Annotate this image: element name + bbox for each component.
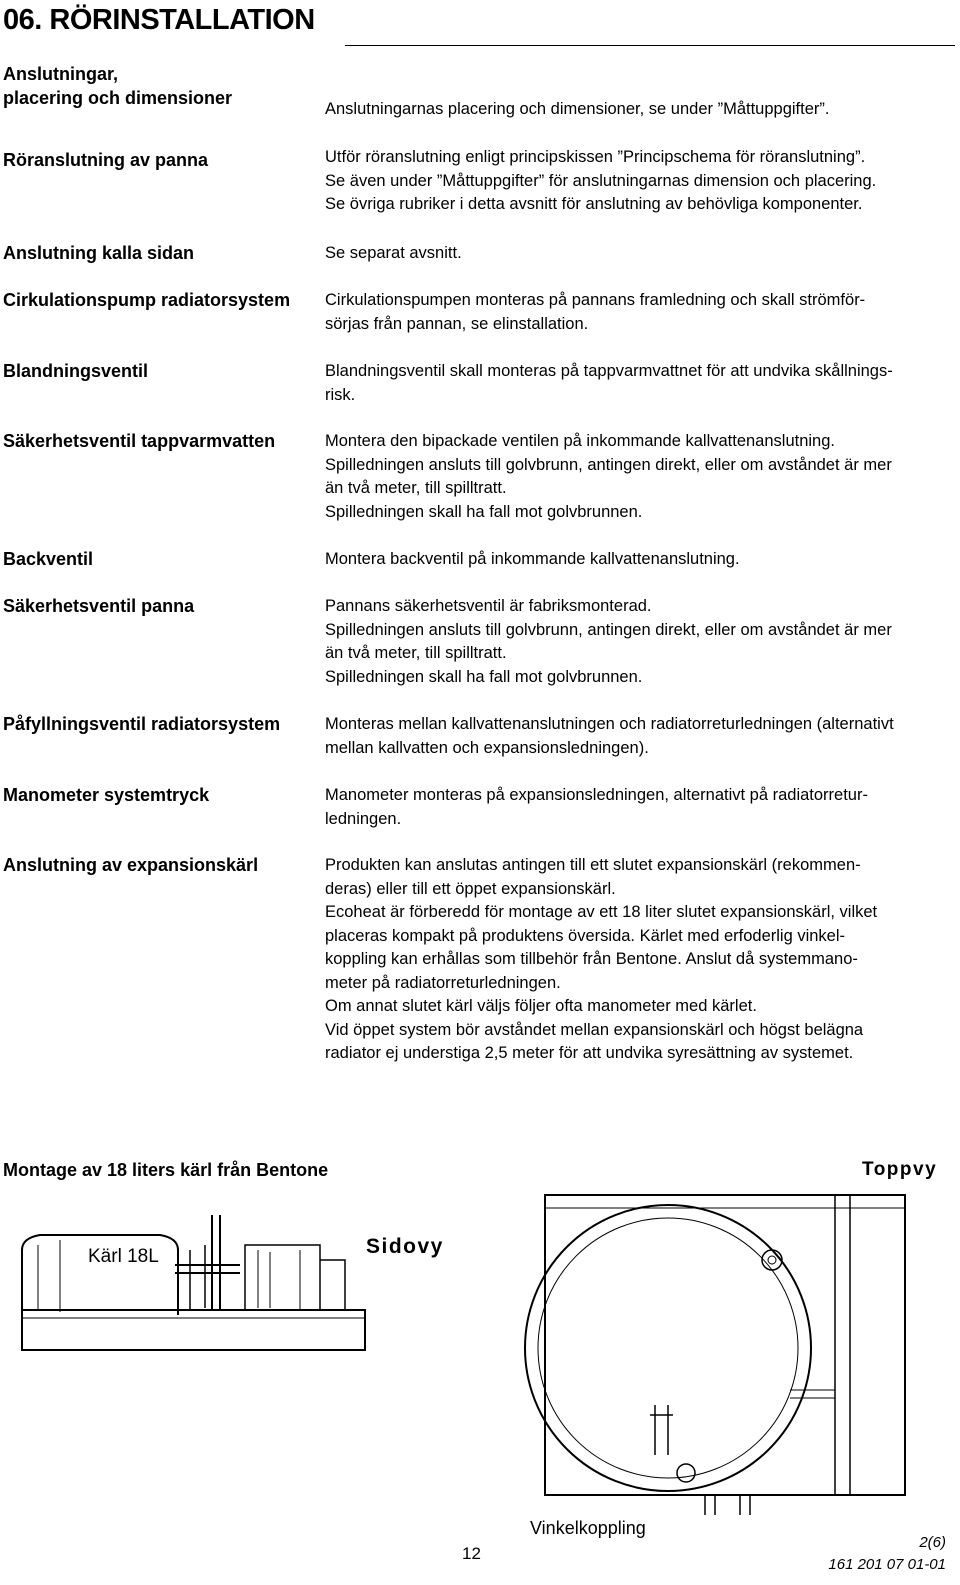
boiler-top-view-outline (545, 1195, 905, 1495)
side-view-label: Sidovy (366, 1235, 444, 1258)
section-body-kalla-sidan: Se separat avsnitt. (325, 244, 462, 262)
section-body-expansionskarl: Produkten kan anslutas antingen till ett slutet expansionskärl (rekommen- deras) eller till ett öppet expansionskärl. Ecoheat är förberedd för montage av ett 18 liter slutet expansionskärl, vilket placeras kompakt på produktens översida. Kärlet med erfoderlig vinkel- koppling kan erhållas som tillbehör från Bentone. Anslut då systemmano- meter på radiatorreturledningen. Om annat slutet kärl väljs följer ofta manometer med kärlet. Vid öppet system bör avståndet mellan expansionskärl och högst belägna radiator ej understiga 2,5 meter för att undvika syresättning av systemet. (325, 856, 878, 1062)
section-label-roranslutning: Röranslutning av panna (3, 150, 209, 170)
section-body-anslutningar: Anslutningarnas placering och dimensioner, se under ”Måttuppgifter”. (325, 100, 830, 118)
section-label-pafyllningsventil: Påfyllningsventil radiatorsystem (3, 714, 281, 734)
section-label-kalla-sidan: Anslutning kalla sidan (3, 243, 195, 263)
top-view-drawing (525, 1195, 905, 1515)
section-label-anslutningar: Anslutningar, placering och dimensioner (3, 64, 233, 108)
top-view-label: Toppvy (862, 1159, 938, 1180)
document-number: 161 201 07 01-01 (828, 1556, 946, 1573)
vessel-label: Kärl 18L (88, 1246, 159, 1267)
section-label-sakerhetsventil-panna: Säkerhetsventil panna (3, 596, 195, 616)
side-view-drawing (22, 1215, 365, 1350)
section-body-pafyllningsventil: Monteras mellan kallvattenanslutningen och radiatorreturledningen (alternativt mellan kallvatten och expansionsledningen). (325, 715, 894, 757)
section-body-sakerhetsventil-tappvarmvatten: Montera den bipackade ventilen på inkommande kallvattenanslutning. Spilledningen ansluts till golvbrunn, antingen direkt, eller om avståndet är mer än två meter, till spilltratt. Spilledningen skall ha fall mot golvbrunnen. (325, 432, 892, 521)
side-pipe (175, 1265, 240, 1273)
page-number: 12 (462, 1544, 481, 1563)
section-body-sakerhetsventil-panna: Pannans säkerhetsventil är fabriksmonterad. Spilledningen ansluts till golvbrunn, antingen direkt, eller om avståndet är mer än två meter, till spilltratt. Spilledningen skall ha fall mot golvbrunnen. (325, 597, 892, 686)
vertical-pipe (212, 1215, 220, 1310)
section-label-blandningsventil: Blandningsventil (3, 361, 149, 381)
section-body-roranslutning: Utför röranslutning enligt principskissen ”Principschema för röranslutning”. Se även under ”Måttuppgifter” för anslutningarnas dimension och placering. Se övriga rubriker i detta avsnitt för anslutning av behövliga komponenter. (325, 148, 877, 213)
section-label-sakerhetsventil-tappvarmvatten: Säkerhetsventil tappvarmvatten (3, 431, 276, 451)
section-body-cirkulationspump: Cirkulationspumpen monteras på pannans framledning och skall strömför- sörjas från pannan, se elinstallation. (325, 291, 866, 333)
page-header (0, 0, 960, 52)
page-title: 06. RÖRINSTALLATION (3, 4, 315, 36)
section-body-blandningsventil: Blandningsventil skall monteras på tappvarmvattnet för att undvika skållnings- risk. (325, 362, 893, 404)
angle-coupling (650, 1405, 673, 1455)
section-label-manometer: Manometer systemtryck (3, 785, 210, 805)
mounting-figure (0, 1150, 960, 1550)
figure-title: Montage av 18 liters kärl från Bentone (3, 1160, 329, 1180)
boiler-top-outline (22, 1310, 365, 1350)
section-body-backventil: Montera backventil på inkommande kallvattenanslutning. (325, 550, 740, 568)
section-label-backventil: Backventil (3, 549, 94, 569)
angle-coupling-label: Vinkelkoppling (530, 1518, 646, 1538)
header-rule (345, 45, 955, 46)
technical-drawing (0, 1150, 960, 1550)
section-label-expansionskarl: Anslutning av expansionskärl (3, 855, 259, 875)
page-of: 2(6) (919, 1534, 946, 1551)
section-body-manometer: Manometer monteras på expansionsledningen, alternativt på radiatorretur- ledningen. (325, 786, 868, 828)
section-label-cirkulationspump: Cirkulationspump radiatorsystem (3, 290, 291, 310)
